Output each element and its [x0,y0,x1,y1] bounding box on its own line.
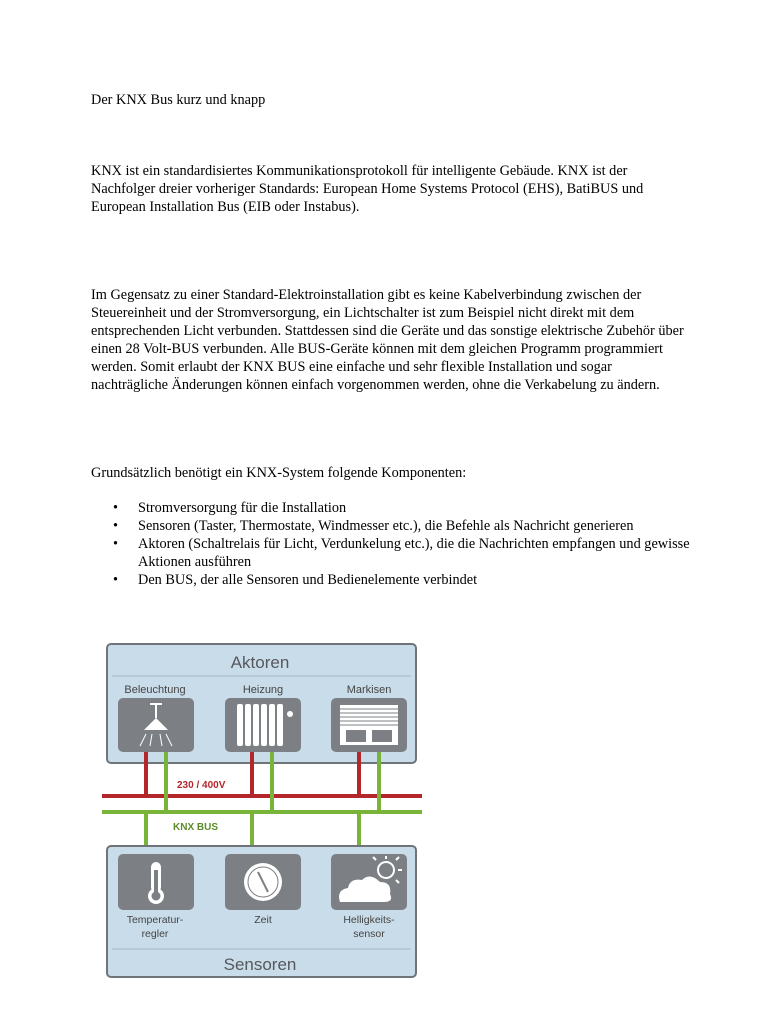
bullet-icon: • [113,535,119,552]
list-item [91,518,691,536]
bullet-icon: • [113,500,119,516]
knx-diagram [100,638,424,984]
knx-bus-line [102,752,422,854]
bus-label: KNX BUS [173,822,219,833]
thermometer-icon [118,854,194,910]
list-item [91,572,691,590]
paragraph-knx-advantages: Im Gegensatz zu einer Standard-Elektroinstallation gibt es keine Kabelverbindung zwischen der Steuereinheit und der Stromversorgung, ein Lichtschalter ist zum Beispiel nicht direkt mit dem entsprechenden Licht verbunden. Stattdessen sind die Geräte und das sonstige elektrische Zubehör über einen 28 Volt-BUS verbunden. Alle BUS-Geräte können mit dem gleichen Programm programmiert werden. Somit erlaubt der KNX BUS eine einfache und sehr flexible Installation und sogar nachträgliche Änderungen können einfach vorgenommen werden, ohne die Verkabelung zu ändern. [91,287,684,393]
list-item [91,500,691,518]
ceiling-lamp-icon [118,698,194,752]
sensors-title: Sensoren [223,955,297,974]
paragraph-knx-definition: KNX ist ein standardisiertes Kommunikationsprotokoll für intelligente Gebäude. KNX ist der Nachfolger dreier vorheriger Standards: European Home Systems Protocol (EHS), BatiBUS und European Installation Bus (EIB oder Instabus). [91,163,644,215]
list-item-text: Aktoren (Schaltrelais für Licht, Verdunkelung etc.), die die Nachrichten empfangen und gewisse Aktionen ausführen [138,535,690,570]
components-intro: Grundsätzlich benötigt ein KNX-System folgende Komponenten: [91,465,467,481]
document-title: Der KNX Bus kurz und knapp [91,92,266,108]
clock-icon [225,854,301,910]
awning-window-icon [331,698,407,752]
list-item-text: Stromversorgung für die Installation [138,500,347,516]
sensor-label-zeit: Zeit [254,914,272,926]
sensor-label-temperatur-line1: Temperatur- [126,914,184,926]
actor-label-markisen: Markisen [346,684,392,696]
list-item [91,536,691,572]
bullet-icon: • [113,571,119,588]
radiator-icon [225,698,301,752]
sensor-label-helligkeit-line1: Helligkeits- [343,914,395,926]
power-label: 230 / 400V [177,780,226,791]
list-item-text: Den BUS, der alle Sensoren und Bedienelemente verbindet [138,571,478,588]
bullet-icon: • [113,517,119,534]
actors-title: Aktoren [230,653,290,672]
sun-cloud-icon [331,854,407,910]
sensor-label-temperatur-line2: regler [141,928,169,940]
list-item-text: Sensoren (Taster, Thermostate, Windmesser etc.), die Befehle als Nachricht generieren [138,517,634,534]
actor-label-beleuchtung: Beleuchtung [124,684,186,696]
actor-label-heizung: Heizung [242,684,284,696]
sensor-label-helligkeit-line2: sensor [353,928,385,940]
components-list [91,500,691,590]
